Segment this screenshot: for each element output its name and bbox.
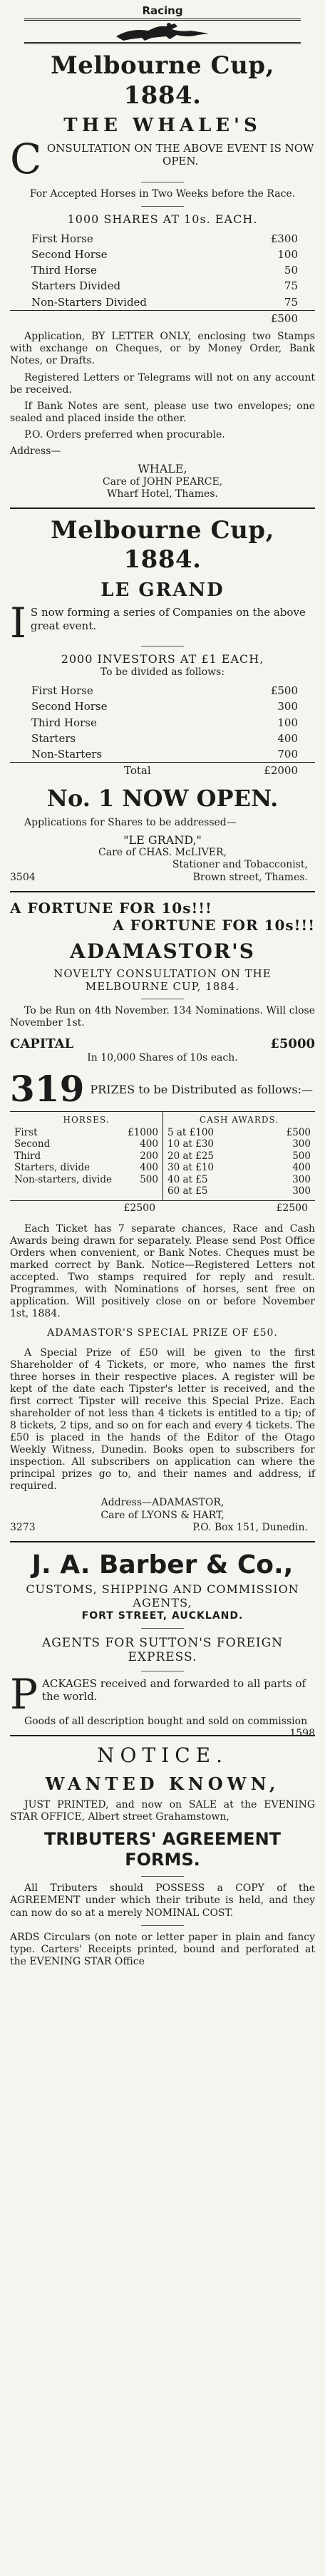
paragraph: If Bank Notes are sent, please use two envelopes; one sealed and placed inside the other. — [10, 400, 315, 424]
prize-amount: 300 — [292, 1138, 311, 1150]
shares-line: 1000 SHARES AT 10s. EACH. — [67, 212, 258, 227]
notice-heading: NOTICE. — [97, 1743, 228, 1768]
prize-row — [10, 746, 315, 763]
prize-row — [10, 294, 315, 311]
prize-amount: 400 — [277, 731, 298, 745]
intro — [10, 599, 315, 648]
prize-row — [14, 1174, 158, 1185]
signature-line: Brown street, Thames. — [192, 871, 308, 883]
intro — [10, 1670, 315, 1719]
divider — [141, 1876, 184, 1877]
column-header: HORSES. — [63, 1115, 110, 1125]
subtitle: CUSTOMS, SHIPPING AND COMMISSION AGENTS, — [26, 1582, 299, 1610]
prize-row — [10, 247, 315, 262]
adamastor-advert — [10, 900, 315, 1534]
prize-row — [10, 278, 315, 294]
paragraph: Applications for Shares to be addressed— — [24, 816, 237, 828]
address-label: Address— — [10, 445, 61, 457]
ad-code: 3504 — [10, 871, 36, 883]
prize-label: 10 at £30 — [167, 1138, 215, 1150]
barber-advert — [10, 1550, 315, 1740]
paragraph: JUST PRINTED, and now on SALE at the EVENING STAR OFFICE, Albert street Grahamstown, — [10, 1798, 315, 1823]
prize-label: Second Horse — [31, 700, 108, 713]
prize-label: Second — [14, 1138, 51, 1150]
prize-label: Starters — [31, 731, 76, 745]
signature-line: Stationer and Tobacconist, — [172, 859, 308, 871]
signature-line: Care of JOHN PEARCE, — [102, 475, 223, 488]
divider — [141, 1628, 184, 1629]
prize-row — [14, 1150, 158, 1162]
divider — [10, 508, 315, 509]
prize-row — [10, 731, 315, 746]
prize-amount: 100 — [277, 716, 298, 729]
divider — [10, 1541, 315, 1542]
intro — [10, 134, 315, 183]
prize-row — [14, 1162, 158, 1173]
dropcap: I — [10, 599, 26, 648]
signature-line: Wharf Hotel, Thames. — [107, 488, 218, 500]
prize-amount: 700 — [277, 748, 298, 761]
prize-row — [10, 699, 315, 714]
prize-row — [14, 1138, 158, 1150]
paragraph: Registered Letters or Telegrams will not on any account be received. — [10, 371, 315, 396]
capital-amount: £5000 — [270, 1036, 315, 1052]
tributers-heading: TRIBUTERS' AGREEMENT FORMS. — [43, 1828, 282, 1870]
signature-footer — [10, 1522, 315, 1534]
total-amount: £500 — [193, 311, 315, 327]
paragraph: Each Ticket has 7 separate chances, Race and Cash Awards being drawn for separately. Please send Post Office Orders when convenient, or Bank Notes. Cheques must be marked correct by Bank. Notice—Registered Letters not accepted. Two stamps required for reply and result. Programmes, with Nominations of horses, sent free on application. Will positively close on or before November 1st, 1884. — [10, 1222, 315, 1320]
capital-note: In 10,000 Shares of 10s each. — [87, 1052, 238, 1064]
prize-row — [167, 1174, 311, 1185]
total-amount: £2000 — [193, 763, 315, 779]
ad-name: THE WHALE'S — [63, 115, 262, 137]
prize-row — [14, 1127, 158, 1138]
prize-label: Non-Starters — [31, 748, 103, 761]
prize-label: Non-starters, divide — [14, 1173, 112, 1185]
prize-label: 60 at £5 — [167, 1185, 208, 1197]
ad-code: 3273 — [10, 1521, 36, 1533]
divided-line: To be divided as follows: — [100, 666, 225, 678]
paragraph: To be Run on 4th November. 134 Nominations. Will close November 1st. — [10, 1005, 315, 1029]
prize-amount: £1000 — [128, 1126, 158, 1138]
paragraph-text: Goods of all description bought and sold on commission — [24, 1716, 308, 1728]
prize-row — [167, 1138, 311, 1150]
prize-row — [167, 1162, 311, 1173]
prize-label: 40 at £5 — [167, 1173, 208, 1185]
prize-amount: 200 — [140, 1150, 158, 1162]
signature-line: P.O. Box 151, Dunedin. — [192, 1521, 308, 1533]
prize-label: First Horse — [31, 232, 93, 245]
paragraph: All Tributers should POSSESS a COPY of the AGREEMENT under which their tribute is held, and they can now do so at a merely NOMINAL COST. — [10, 1882, 315, 1919]
signature: "LE GRAND," — [123, 833, 202, 847]
capital-row — [10, 1036, 315, 1052]
prize-label: 30 at £10 — [167, 1162, 215, 1174]
prize-label: First — [14, 1126, 38, 1138]
prize-row — [167, 1185, 311, 1197]
paragraph: ARDS Circulars (on note or letter paper in plain and fancy type. Carters' Receipts printed, bound and perforated at the EVENING STAR Office — [10, 1931, 315, 1967]
horses-column — [10, 1112, 162, 1200]
subtitle: FORT STREET, AUCKLAND. — [81, 1609, 244, 1622]
paragraph: Application, BY LETTER ONLY, enclosing two Stamps with exchange on Cheques, or by Money Order, Bank Notes, or Drafts. — [10, 331, 315, 367]
prize-row — [10, 231, 315, 247]
total-label: Total — [10, 763, 193, 779]
subtitle: NOVELTY CONSULTATION ON THE — [53, 967, 272, 980]
prize-amount: 500 — [140, 1173, 158, 1185]
prize-table — [10, 683, 315, 779]
prize-amount: £300 — [270, 232, 298, 245]
prize-label: Third Horse — [31, 716, 97, 729]
divider — [10, 891, 315, 892]
column-header: CASH AWARDS. — [199, 1115, 279, 1125]
prize-amount: 50 — [284, 264, 298, 277]
dropcap: C — [10, 134, 42, 183]
intro-text: ONSULTATION ON THE ABOVE EVENT IS NOW OPEN. — [46, 141, 314, 168]
prize-label: Starters, divide — [14, 1162, 91, 1174]
ad-code: 1598 — [289, 1728, 315, 1740]
paragraph: P.O. Orders preferred when procurable. — [24, 428, 225, 441]
prizes-count: 319 — [10, 1068, 85, 1111]
prize-amount: 300 — [277, 700, 298, 713]
cash-total: £2500 — [276, 1202, 308, 1214]
fortune-line: A FORTUNE FOR 10s!!! — [10, 899, 212, 917]
ad-title: Melbourne Cup, 1884. — [51, 515, 274, 575]
prize-row — [167, 1150, 311, 1162]
total-row — [10, 311, 315, 327]
special-prize-heading: ADAMASTOR'S SPECIAL PRIZE OF £50. — [47, 1327, 278, 1339]
cash-column — [162, 1112, 315, 1200]
notice-advert — [10, 1743, 315, 1968]
signature-footer — [10, 872, 315, 884]
prize-row — [167, 1127, 311, 1138]
subtitle: MELBOURNE CUP, 1884. — [85, 979, 240, 993]
prize-amount: 500 — [292, 1150, 311, 1162]
section-header: Racing — [142, 4, 183, 17]
le-grand-advert — [10, 516, 315, 884]
prize-label: 20 at £25 — [167, 1150, 215, 1162]
prizes-heading — [10, 1068, 315, 1111]
capital-label: CAPITAL — [10, 1036, 74, 1052]
prize-amount: 300 — [292, 1185, 311, 1197]
signature-line: Care of LYONS & HART, — [100, 1509, 225, 1521]
prize-amount: 400 — [140, 1162, 158, 1174]
divider — [141, 1925, 184, 1926]
wanted-heading: WANTED KNOWN, — [45, 1773, 280, 1795]
prize-amount: 100 — [277, 247, 298, 261]
prizes-text: PRIZES to be Distributed as follows:— — [90, 1082, 313, 1096]
prize-label: Third — [14, 1150, 41, 1162]
prize-label: First Horse — [31, 684, 93, 697]
dropcap: P — [10, 1670, 38, 1719]
prize-label: Non-Starters Divided — [31, 295, 148, 309]
prize-amount: 75 — [284, 295, 298, 309]
ad-name: LE GRAND — [100, 579, 225, 601]
ad-title: ADAMASTOR'S — [70, 939, 255, 964]
signature-line: Care of CHAS. McLIVER, — [98, 847, 227, 859]
intro-text: S now forming a series of Companies on the above great event. — [30, 606, 306, 632]
signature: Address—ADAMASTOR, — [100, 1497, 225, 1509]
prize-row — [10, 262, 315, 278]
prize-amount: 400 — [292, 1162, 311, 1174]
prize-row — [10, 715, 315, 731]
prize-label: Second Horse — [31, 247, 108, 261]
accepted-note: For Accepted Horses in Two Weeks before the Race. — [29, 187, 296, 200]
divider — [141, 206, 184, 207]
divider — [10, 1735, 315, 1736]
ad-title: J. A. Barber & Co., — [31, 1550, 294, 1580]
horses-total: £2500 — [123, 1202, 155, 1214]
prize-label: Starters Divided — [31, 279, 121, 293]
racehorse-icon — [109, 22, 216, 42]
prize-label: 5 at £100 — [167, 1126, 215, 1138]
prize-amount: 400 — [140, 1138, 158, 1150]
prize-amount: £500 — [270, 684, 298, 697]
signature: WHALE, — [138, 462, 187, 476]
prize-table — [10, 231, 315, 327]
prize-row — [10, 683, 315, 699]
intro-text: ACKAGES received and forwarded to all parts of the world. — [42, 1677, 306, 1704]
racing-banner — [24, 19, 301, 44]
investors-line: 2000 INVESTORS AT £1 EACH, — [61, 652, 264, 666]
whale-advert — [10, 51, 315, 500]
fortune-line: A FORTUNE FOR 10s!!! — [113, 916, 315, 934]
now-open-banner: No. 1 NOW OPEN. — [46, 784, 279, 812]
paragraph — [10, 1716, 315, 1740]
ad-title: Melbourne Cup, 1884. — [51, 51, 274, 110]
prize-totals — [10, 1200, 315, 1216]
prize-amount: £500 — [286, 1126, 311, 1138]
paragraph: A Special Prize of £50 will be given to the first Shareholder of 4 Tickets, or more, who names the first three horses in their respective places. A register will be kept of the date each Tipster's letter is received, and the first correct Tipster will receive this Special Prize. Each shareholder of not less than 4 tickets is entitled to a tip; of 8 tickets, 2 tips, and so on for each and every 4 tickets. The £50 is placed in the hands of the Editor of the Otago Weekly Witness, Dunedin. Books open to subscribers for inspection. All subscribers on application can where the principal prizes go to, and their names and address, if required. — [10, 1346, 315, 1493]
total-row — [10, 763, 315, 779]
prize-label: Third Horse — [31, 264, 97, 277]
prize-split-table — [10, 1111, 315, 1200]
prize-amount: 300 — [292, 1173, 311, 1185]
agents-line: AGENTS FOR SUTTON'S FOREIGN EXPRESS. — [41, 1635, 284, 1665]
prize-amount: 75 — [284, 279, 298, 293]
